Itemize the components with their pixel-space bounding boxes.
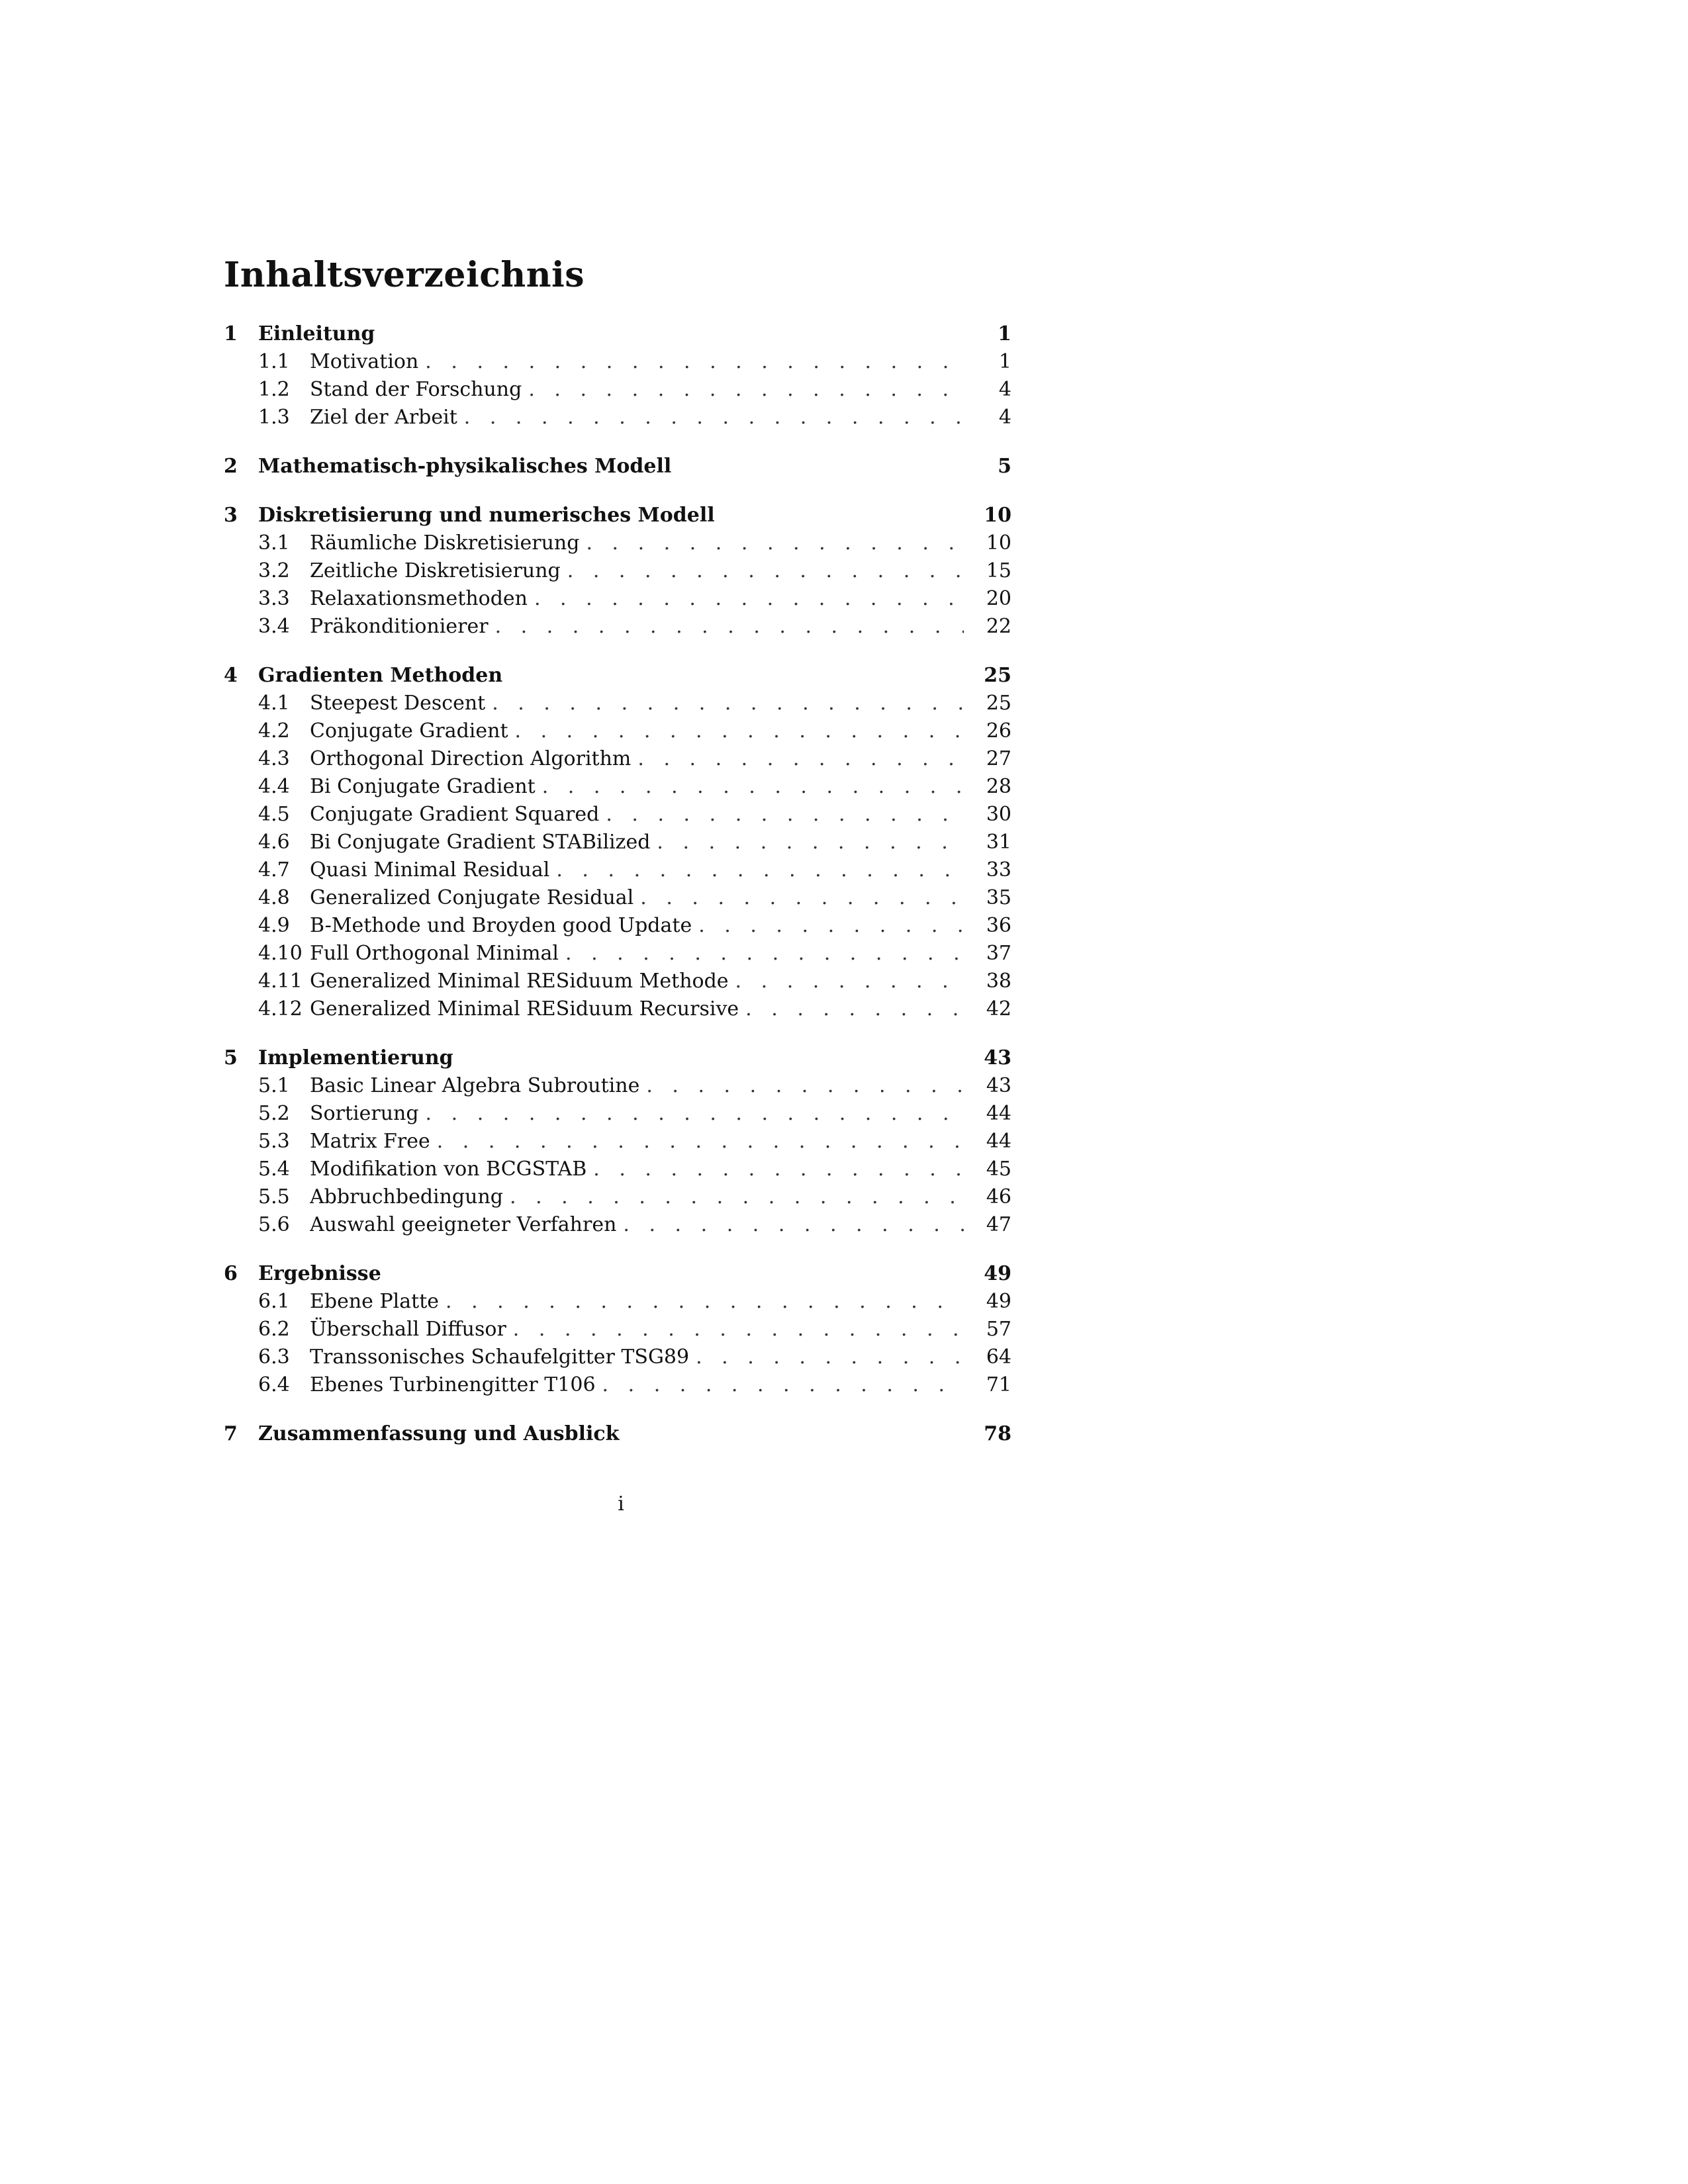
section-title-with-leader [310, 745, 964, 773]
dot-leader [495, 613, 964, 641]
dot-leader [640, 884, 964, 912]
toc-section-entry[interactable] [224, 995, 1011, 1023]
dot-leader [646, 1072, 964, 1100]
chapter-page-number: 25 [984, 664, 1011, 687]
section-page-number: 38 [986, 970, 1011, 993]
section-title: Generalized Minimal RESiduum Methode [310, 968, 735, 995]
toc-section-entry[interactable] [224, 773, 1011, 801]
dot-leader [464, 404, 964, 432]
section-title: Generalized Conjugate Residual [310, 884, 640, 912]
toc-section-entry[interactable] [224, 940, 1011, 968]
section-number: 4.2 [258, 719, 290, 743]
dot-leader [534, 585, 964, 613]
section-page-number: 22 [986, 615, 1011, 638]
section-title: B-Methode und Broyden good Update [310, 912, 698, 940]
section-page-number: 42 [986, 997, 1011, 1021]
dot-leader [586, 529, 964, 557]
section-page-number: 15 [986, 559, 1011, 582]
dot-leader [445, 1288, 964, 1316]
section-number: 6.2 [258, 1318, 290, 1341]
section-title: Bi Conjugate Gradient STABilized [310, 829, 657, 856]
section-page-number: 33 [986, 858, 1011, 882]
dot-leader [567, 557, 964, 585]
section-title: Zeitliche Diskretisierung [310, 557, 567, 585]
toc-chapter [224, 662, 1011, 1023]
chapter-title: Implementierung [258, 1046, 453, 1069]
toc-chapter [224, 453, 1011, 480]
section-title: Bi Conjugate Gradient [310, 773, 542, 801]
chapter-number: 6 [224, 1262, 238, 1285]
toc-chapter-entry[interactable] [224, 502, 1011, 529]
section-page-number: 35 [986, 886, 1011, 909]
section-title-with-leader [310, 773, 964, 801]
chapter-number: 2 [224, 455, 238, 478]
toc-section-entry[interactable] [224, 1343, 1011, 1371]
toc-section-entry[interactable] [224, 801, 1011, 829]
dot-leader [696, 1343, 964, 1371]
section-page-number: 44 [986, 1130, 1011, 1153]
chapter-number: 7 [224, 1422, 238, 1445]
dot-leader [657, 829, 964, 856]
section-page-number: 46 [986, 1185, 1011, 1208]
section-title-with-leader [310, 829, 964, 856]
dot-leader [735, 968, 964, 995]
chapter-page-number: 43 [984, 1046, 1011, 1069]
section-title: Motivation [310, 348, 425, 376]
dot-leader [510, 1183, 964, 1211]
section-number: 6.1 [258, 1290, 290, 1313]
section-title-with-leader [310, 801, 964, 829]
section-number: 3.3 [258, 587, 290, 610]
section-title: Abbruchbedingung [310, 1183, 510, 1211]
section-title-with-leader [310, 968, 964, 995]
section-title: Orthogonal Direction Algorithm [310, 745, 637, 773]
section-number: 6.4 [258, 1373, 290, 1396]
section-title: Conjugate Gradient Squared [310, 801, 606, 829]
section-number: 3.4 [258, 615, 290, 638]
section-number: 6.3 [258, 1345, 290, 1369]
chapter-title: Diskretisierung und numerisches Modell [258, 504, 715, 527]
section-title: Generalized Minimal RESiduum Recursive [310, 995, 745, 1023]
section-page-number: 47 [986, 1213, 1011, 1236]
toc-section-entry[interactable] [224, 529, 1011, 557]
toc-section-entry[interactable] [224, 1211, 1011, 1239]
toc-section-entry[interactable] [224, 1316, 1011, 1343]
toc-section-entry[interactable] [224, 690, 1011, 717]
section-page-number: 36 [986, 914, 1011, 937]
toc-section-entry[interactable] [224, 613, 1011, 641]
toc-chapter-entry[interactable] [224, 1044, 1011, 1072]
toc-chapter-entry[interactable] [224, 453, 1011, 480]
toc-chapter [224, 1044, 1011, 1239]
section-title: Steepest Descent [310, 690, 492, 717]
section-title-with-leader [310, 856, 964, 884]
section-title: Full Orthogonal Minimal [310, 940, 565, 968]
section-page-number: 28 [986, 775, 1011, 798]
page-title: Inhaltsverzeichnis [224, 255, 585, 295]
section-title-with-leader [310, 404, 964, 432]
dot-leader [426, 1100, 964, 1128]
section-title: Matrix Free [310, 1128, 437, 1156]
section-number: 1.3 [258, 406, 290, 429]
toc-section-entry[interactable] [224, 745, 1011, 773]
section-title-with-leader [310, 529, 964, 557]
dot-leader [425, 348, 964, 376]
section-title-with-leader [310, 557, 964, 585]
section-title-with-leader [310, 1156, 964, 1183]
chapter-title: Ergebnisse [258, 1262, 381, 1285]
section-title-with-leader [310, 348, 964, 376]
toc-chapter-entry[interactable] [224, 662, 1011, 690]
toc-chapter [224, 320, 1011, 432]
section-title-with-leader [310, 1128, 964, 1156]
section-page-number: 20 [986, 587, 1011, 610]
section-page-number: 57 [986, 1318, 1011, 1341]
table-of-contents [224, 320, 1011, 1469]
dot-leader [437, 1128, 964, 1156]
section-title: Räumliche Diskretisierung [310, 529, 586, 557]
section-title: Ebenes Turbinengitter T106 [310, 1371, 602, 1399]
chapter-title: Zusammenfassung und Ausblick [258, 1422, 620, 1445]
section-title-with-leader [310, 1371, 964, 1399]
section-number: 4.3 [258, 747, 290, 770]
section-page-number: 43 [986, 1074, 1011, 1097]
section-title: Basic Linear Algebra Subroutine [310, 1072, 646, 1100]
dot-leader [528, 376, 964, 404]
toc-chapter [224, 1420, 1011, 1448]
section-page-number: 37 [986, 942, 1011, 965]
section-number: 3.1 [258, 531, 290, 555]
section-title-with-leader [310, 1288, 964, 1316]
section-page-number: 45 [986, 1158, 1011, 1181]
chapter-page-number: 78 [984, 1422, 1011, 1445]
section-page-number: 4 [998, 378, 1011, 401]
section-page-number: 64 [986, 1345, 1011, 1369]
section-title: Ebene Platte [310, 1288, 445, 1316]
dot-leader [515, 717, 964, 745]
toc-section-entry[interactable] [224, 884, 1011, 912]
chapter-number: 1 [224, 322, 238, 345]
section-number: 5.1 [258, 1074, 290, 1097]
section-page-number: 1 [998, 350, 1011, 373]
toc-section-entry[interactable] [224, 1156, 1011, 1183]
section-number: 4.1 [258, 692, 290, 715]
section-title: Quasi Minimal Residual [310, 856, 556, 884]
section-title: Conjugate Gradient [310, 717, 515, 745]
section-title: Modifikation von BCGSTAB [310, 1156, 593, 1183]
dot-leader [556, 856, 964, 884]
toc-section-entry[interactable] [224, 348, 1011, 376]
chapter-number: 5 [224, 1046, 238, 1069]
section-number: 5.2 [258, 1102, 290, 1125]
toc-section-entry[interactable] [224, 376, 1011, 404]
section-number: 5.5 [258, 1185, 290, 1208]
section-title-with-leader [310, 585, 964, 613]
toc-section-entry[interactable] [224, 968, 1011, 995]
section-number: 4.7 [258, 858, 290, 882]
dot-leader [542, 773, 964, 801]
section-title-with-leader [310, 940, 964, 968]
toc-section-entry[interactable] [224, 1072, 1011, 1100]
section-page-number: 31 [986, 831, 1011, 854]
dot-leader [492, 690, 964, 717]
chapter-title: Einleitung [258, 322, 375, 345]
toc-section-entry[interactable] [224, 856, 1011, 884]
chapter-page-number: 5 [998, 455, 1011, 478]
toc-section-entry[interactable] [224, 912, 1011, 940]
toc-section-entry[interactable] [224, 1183, 1011, 1211]
section-page-number: 27 [986, 747, 1011, 770]
section-number: 4.6 [258, 831, 290, 854]
section-title-with-leader [310, 1343, 964, 1371]
section-title: Relaxationsmethoden [310, 585, 534, 613]
section-page-number: 44 [986, 1102, 1011, 1125]
section-title-with-leader [310, 376, 964, 404]
toc-chapter-entry[interactable] [224, 320, 1011, 348]
section-number: 1.1 [258, 350, 290, 373]
section-page-number: 71 [986, 1373, 1011, 1396]
section-number: 4.11 [258, 970, 303, 993]
section-title: Auswahl geeigneter Verfahren [310, 1211, 623, 1239]
section-number: 4.10 [258, 942, 303, 965]
dot-leader [602, 1371, 964, 1399]
toc-section-entry[interactable] [224, 1371, 1011, 1399]
section-title-with-leader [310, 1211, 964, 1239]
section-title: Präkonditionierer [310, 613, 495, 641]
section-title-with-leader [310, 613, 964, 641]
section-page-number: 25 [986, 692, 1011, 715]
chapter-title: Gradienten Methoden [258, 664, 503, 687]
chapter-number: 3 [224, 504, 238, 527]
dot-leader [593, 1156, 964, 1183]
section-title-with-leader [310, 690, 964, 717]
section-title-with-leader [310, 1100, 964, 1128]
toc-chapter-entry[interactable] [224, 1260, 1011, 1288]
section-title-with-leader [310, 1072, 964, 1100]
section-title: Stand der Forschung [310, 376, 528, 404]
toc-section-entry[interactable] [224, 557, 1011, 585]
chapter-page-number: 49 [984, 1262, 1011, 1285]
chapter-number: 4 [224, 664, 238, 687]
chapter-page-number: 10 [984, 504, 1011, 527]
section-title-with-leader [310, 1316, 964, 1343]
toc-section-entry[interactable] [224, 829, 1011, 856]
chapter-page-number: 1 [998, 322, 1011, 345]
dot-leader [698, 912, 964, 940]
section-title: Ziel der Arbeit [310, 404, 464, 432]
chapter-title: Mathematisch-physikalisches Modell [258, 455, 672, 478]
section-title: Sortierung [310, 1100, 426, 1128]
toc-chapter-entry[interactable] [224, 1420, 1011, 1448]
section-number: 4.4 [258, 775, 290, 798]
section-title: Transsonisches Schaufelgitter TSG89 [310, 1343, 696, 1371]
section-number: 5.4 [258, 1158, 290, 1181]
toc-chapter [224, 1260, 1011, 1399]
section-page-number: 49 [986, 1290, 1011, 1313]
section-title-with-leader [310, 717, 964, 745]
footer-page-number: i [618, 1492, 624, 1516]
section-number: 4.9 [258, 914, 290, 937]
toc-section-entry[interactable] [224, 585, 1011, 613]
section-title: Überschall Diffusor [310, 1316, 513, 1343]
section-page-number: 30 [986, 803, 1011, 826]
section-number: 3.2 [258, 559, 290, 582]
section-page-number: 26 [986, 719, 1011, 743]
toc-section-entry[interactable] [224, 1288, 1011, 1316]
section-title-with-leader [310, 1183, 964, 1211]
toc-section-entry[interactable] [224, 1128, 1011, 1156]
section-number: 4.12 [258, 997, 303, 1021]
section-number: 4.5 [258, 803, 290, 826]
dot-leader [513, 1316, 964, 1343]
toc-section-entry[interactable] [224, 1100, 1011, 1128]
section-page-number: 10 [986, 531, 1011, 555]
section-title-with-leader [310, 884, 964, 912]
dot-leader [637, 745, 964, 773]
section-number: 5.3 [258, 1130, 290, 1153]
toc-section-entry[interactable] [224, 404, 1011, 432]
dot-leader [745, 995, 964, 1023]
dot-leader [565, 940, 964, 968]
section-title-with-leader [310, 995, 964, 1023]
section-number: 5.6 [258, 1213, 290, 1236]
toc-section-entry[interactable] [224, 717, 1011, 745]
section-number: 1.2 [258, 378, 290, 401]
dot-leader [623, 1211, 964, 1239]
toc-chapter [224, 502, 1011, 641]
section-number: 4.8 [258, 886, 290, 909]
section-title-with-leader [310, 912, 964, 940]
section-page-number: 4 [998, 406, 1011, 429]
dot-leader [606, 801, 964, 829]
